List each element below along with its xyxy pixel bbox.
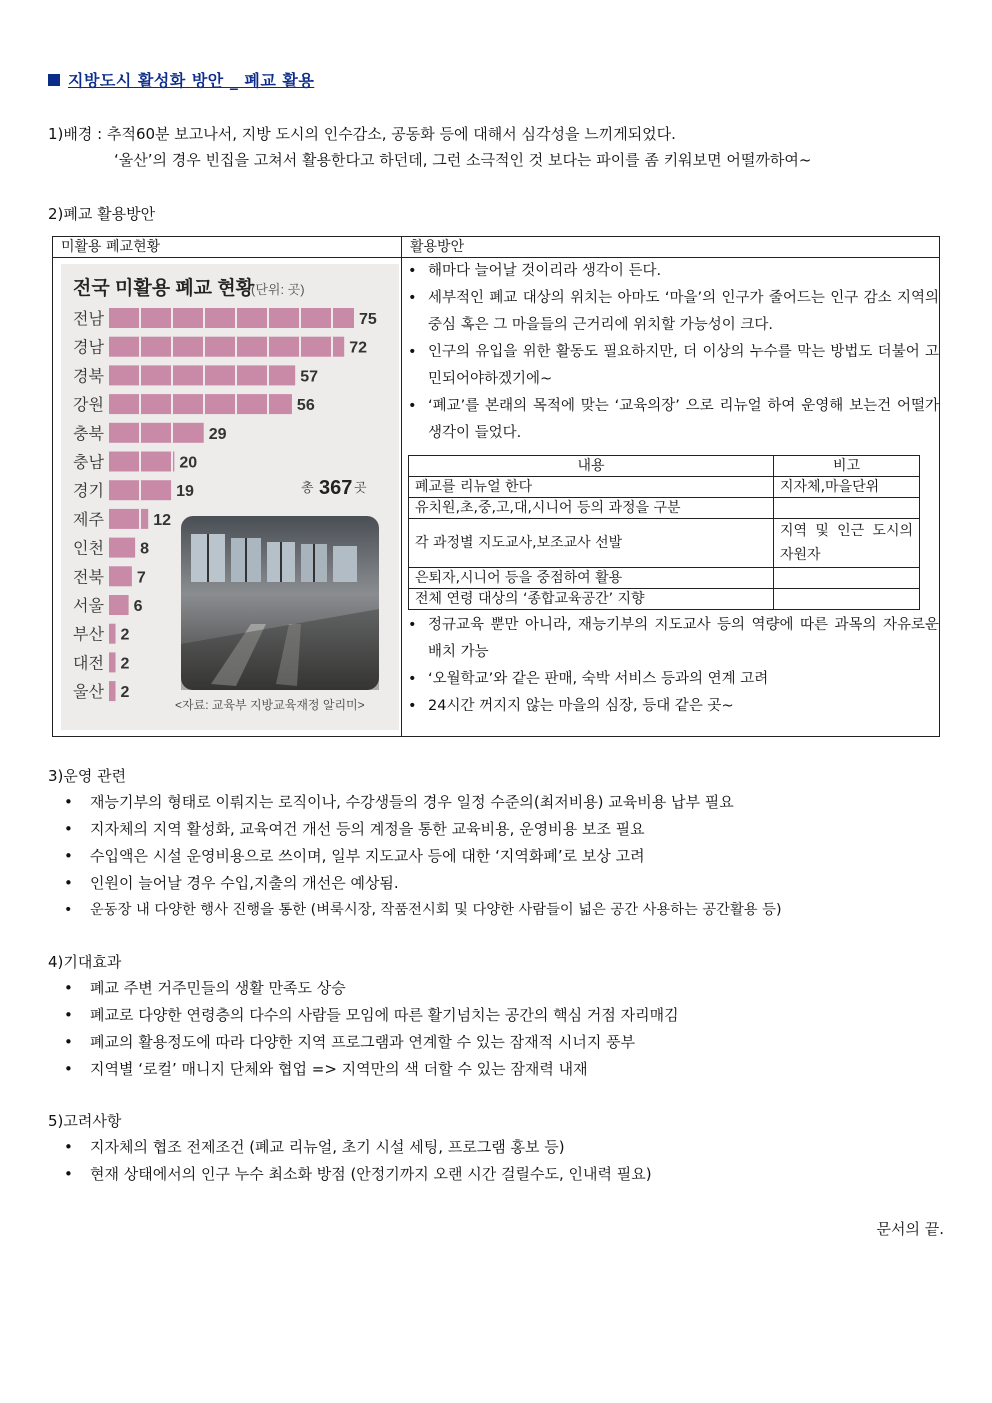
value-label: 57 bbox=[300, 368, 318, 386]
category-label: 대전 bbox=[73, 655, 104, 673]
list-item: • 인구의 유입을 위한 활동도 필요하지만, 더 이상의 누수를 막는 방법도 더불어 고민되어야하겠기에~ bbox=[402, 339, 939, 393]
list-item: • 폐교의 활용정도에 따라 다양한 지역 프로그램과 연계할 수 있는 잠재적 시너지 풍부 bbox=[62, 1029, 679, 1056]
list-item: • 폐교로 다양한 연령층의 다수의 사람들 모임에 따른 활기넘치는 공간의 핵심 거점 자리매김 bbox=[62, 1002, 679, 1029]
total-value: 367 bbox=[319, 477, 353, 499]
table-cell bbox=[774, 498, 920, 519]
value-label: 75 bbox=[359, 311, 377, 328]
category-label: 부산 bbox=[73, 626, 104, 644]
bar bbox=[109, 509, 148, 529]
list-item: • 정규교육 뿐만 아니라, 재능기부의 지도교사 등의 역량에 따른 과목의 자유로운 배치 가능 bbox=[402, 612, 939, 666]
table-cell bbox=[774, 568, 920, 589]
value-label: 19 bbox=[176, 483, 194, 501]
table-cell: 유치원,초,중,고,대,시니어 등의 과정을 구분 bbox=[409, 498, 774, 519]
chart-cell bbox=[53, 258, 402, 737]
value-label: 7 bbox=[136, 569, 146, 587]
table-row bbox=[409, 589, 920, 610]
category-label: 충북 bbox=[73, 425, 104, 443]
table-cell: 각 과정별 지도교사,보조교사 선발 bbox=[409, 519, 774, 568]
category-label: 강원 bbox=[73, 397, 104, 415]
category-label: 경북 bbox=[73, 368, 104, 386]
table-header-right: 활용방안 bbox=[402, 237, 940, 258]
bar bbox=[109, 394, 292, 414]
bar bbox=[109, 452, 174, 472]
bar bbox=[109, 308, 354, 328]
list-item: • 지자체의 지역 활성화, 교육여건 개선 등의 계정을 통한 교육비용, 운영비용 보조 필요 bbox=[62, 816, 782, 843]
total-prefix: 총 bbox=[301, 480, 314, 495]
bar bbox=[109, 423, 204, 443]
table-header-left: 미활용 폐교현황 bbox=[53, 237, 402, 258]
background-line-2: ‘울산’의 경우 빈집을 고쳐서 활용한다고 하던데, 그런 소극적인 것 보다는 파이를 좀 키워보면 어떨까하여~ bbox=[114, 151, 812, 169]
usage-plan-table bbox=[52, 236, 940, 737]
section5-list bbox=[62, 1134, 652, 1188]
list-item: • 세부적인 폐교 대상의 위치는 아마도 ‘마을’의 인구가 줄어드는 인구 감소 지역의 중심 혹은 그 마을들의 근거리에 위치할 가능성이 크다. bbox=[402, 285, 939, 339]
list-item: • ‘오월학교’와 같은 판매, 숙박 서비스 등과의 연계 고려 bbox=[402, 666, 939, 693]
value-label: 8 bbox=[140, 540, 150, 558]
category-label: 전남 bbox=[73, 311, 104, 328]
total-suffix: 곳 bbox=[354, 480, 367, 495]
list-item: • 재능기부의 형태로 이뤄지는 로직이나, 수강생들의 경우 일정 수준의(최저비용) 교육비용 납부 필요 bbox=[62, 789, 782, 816]
value-label: 72 bbox=[349, 339, 367, 357]
chart-svg bbox=[61, 264, 399, 730]
value-label: 2 bbox=[120, 655, 130, 673]
list-item: • 지역별 ‘로컬’ 매니지 단체와 협업 => 지역만의 색 더할 수 있는 잠재력 내재 bbox=[62, 1056, 679, 1083]
chart-title: 전국 미활용 폐교 현황 bbox=[73, 278, 255, 299]
list-item: • ‘폐교’를 본래의 목적에 맞는 ‘교육의장’ 으로 리뉴얼 하여 운영해 보는건 어떨가 생각이 들었다. bbox=[402, 393, 939, 447]
plan-detail-table bbox=[408, 455, 920, 610]
table-cell: 은퇴자,시니어 등을 중점하여 활용 bbox=[409, 568, 774, 589]
bar bbox=[109, 337, 344, 357]
category-label: 인천 bbox=[73, 540, 104, 558]
table-row bbox=[409, 477, 920, 498]
category-label: 제주 bbox=[73, 511, 104, 529]
category-label: 충남 bbox=[73, 454, 104, 472]
value-label: 56 bbox=[296, 397, 315, 415]
category-label: 울산 bbox=[73, 684, 104, 702]
list-item: • 24시간 꺼지지 않는 마을의 심장, 등대 같은 곳~ bbox=[402, 693, 939, 720]
value-label: 12 bbox=[153, 511, 171, 529]
section5-heading: 5)고려사항 bbox=[48, 1112, 122, 1130]
bar bbox=[109, 595, 129, 615]
section4-list bbox=[62, 975, 679, 1083]
bar bbox=[109, 681, 116, 701]
classroom-photo bbox=[181, 516, 379, 690]
list-item: • 수입액은 시설 운영비용으로 쓰이며, 일부 지도교사 등에 대한 ‘지역화폐’로 보상 고려 bbox=[62, 843, 782, 870]
value-label: 29 bbox=[208, 425, 227, 443]
chart-subtitle: (단위: 곳) bbox=[251, 282, 305, 297]
section3-heading: 3)운영 관련 bbox=[48, 767, 127, 785]
table-row bbox=[409, 568, 920, 589]
table-row bbox=[409, 519, 920, 568]
list-item: • 폐교 주변 거주민들의 생활 만족도 상승 bbox=[62, 975, 679, 1002]
category-label: 경기 bbox=[73, 483, 104, 501]
value-label: 6 bbox=[133, 598, 143, 615]
bar bbox=[109, 624, 116, 644]
bar bbox=[109, 538, 135, 558]
table-cell bbox=[774, 589, 920, 610]
usage-bullets-top bbox=[402, 258, 939, 447]
chart-source: <자료: 교육부 지방교육재정 알리미> bbox=[175, 698, 365, 712]
value-label: 2 bbox=[120, 626, 130, 644]
inner-header-content: 내용 bbox=[409, 456, 774, 477]
section4-heading: 4)기대효과 bbox=[48, 953, 122, 971]
table-cell: 지자체,마을단위 bbox=[774, 477, 920, 498]
table-cell: 폐교를 리뉴얼 한다 bbox=[409, 477, 774, 498]
square-bullet-icon bbox=[48, 74, 60, 86]
table-cell: 전체 연령 대상의 ‘종합교육공간’ 지향 bbox=[409, 589, 774, 610]
inner-header-note: 비고 bbox=[774, 456, 920, 477]
category-label: 경남 bbox=[73, 339, 104, 357]
usage-plan-cell bbox=[402, 258, 940, 737]
usage-bullets-bottom bbox=[402, 612, 939, 720]
list-item: • 지자체의 협조 전제조건 (폐교 리뉴얼, 초기 시설 세팅, 프로그램 홍보 등) bbox=[62, 1134, 652, 1161]
list-item: • 해마다 늘어날 것이리라 생각이 든다. bbox=[402, 258, 939, 285]
document-title bbox=[48, 68, 314, 91]
category-label: 전북 bbox=[73, 569, 104, 587]
total-label bbox=[301, 477, 367, 499]
bar bbox=[109, 566, 132, 586]
end-of-document: 문서의 끝. bbox=[876, 1220, 944, 1238]
list-item: • 인원이 늘어날 경우 수입,지출의 개선은 예상됨. bbox=[62, 870, 782, 897]
closed-school-chart bbox=[61, 264, 399, 730]
list-item: • 운동장 내 다양한 행사 진행을 통한 (벼룩시장, 작품전시회 및 다양한 사람들이 넓은 공간 사용하는 공간활용 등) bbox=[62, 897, 782, 924]
table-row bbox=[409, 498, 920, 519]
background-line-1: 1)배경 : 추적60분 보고나서, 지방 도시의 인수감소, 공동화 등에 대해서 심각성을 느끼게되었다. bbox=[48, 125, 676, 143]
value-label: 20 bbox=[179, 454, 198, 472]
bar bbox=[109, 652, 116, 672]
value-label: 2 bbox=[120, 684, 130, 702]
title-text: 지방도시 활성화 방안 _ 폐교 활용 bbox=[68, 71, 315, 90]
category-label: 서울 bbox=[73, 598, 104, 615]
table-cell: 지역 및 인근 도시의 자원자 bbox=[774, 519, 920, 568]
list-item: • 현재 상태에서의 인구 누수 최소화 방점 (안정기까지 오랜 시간 걸릴수도, 인내력 필요) bbox=[62, 1161, 652, 1188]
section3-list bbox=[62, 789, 782, 924]
section2-heading: 2)폐교 활용방안 bbox=[48, 205, 156, 223]
